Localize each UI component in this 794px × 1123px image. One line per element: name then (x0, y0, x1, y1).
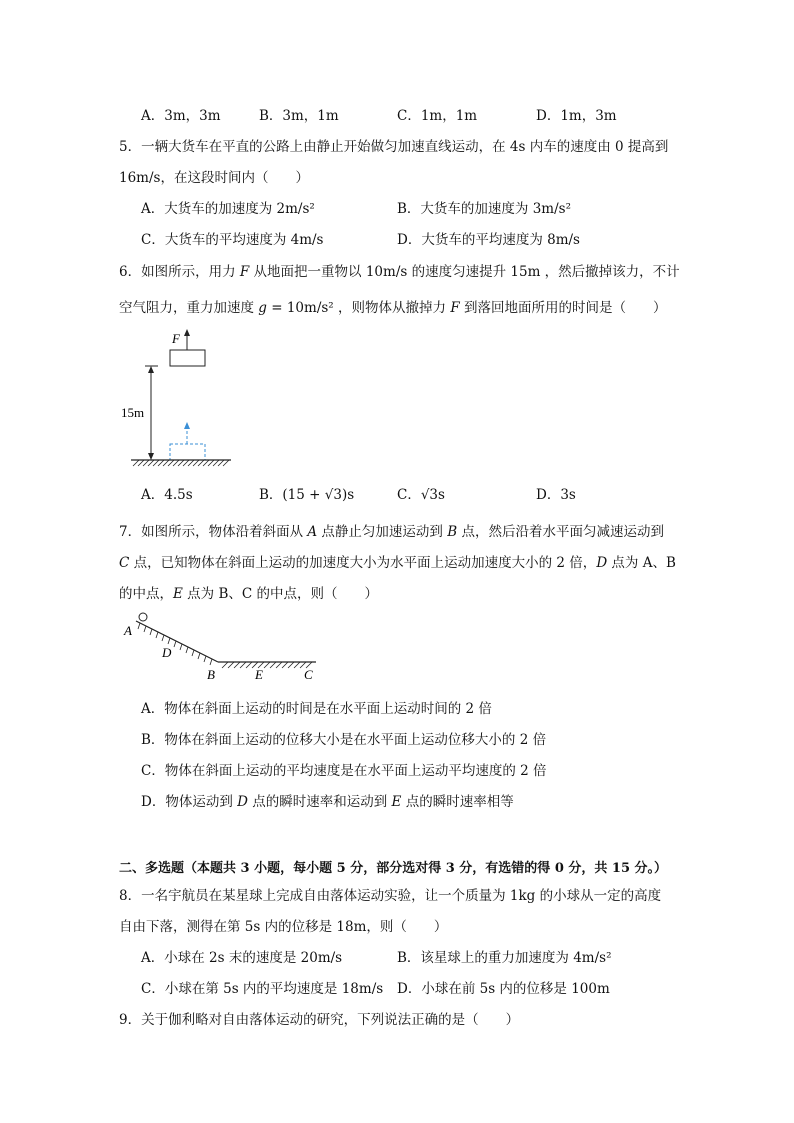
q6-stem-line2: 空气阻力，重力加速度 g = 10m/s² ，则物体从撤掉力 F 到落回地面所用的时间是（ ） (119, 300, 667, 316)
q7-fig-label-e: E (255, 667, 263, 682)
q6-force-arrowhead (184, 329, 190, 336)
section2-title: 二、多选题（本题共 3 小题，每小题 5 分，部分选对得 3 分，有选错的得 0 分，共 15 分。） (119, 861, 668, 876)
q5-option-b: B．大货车的加速度为 3m/s² (397, 201, 571, 217)
q5-option-c: C．大货车的平均速度为 4m/s (141, 232, 324, 248)
q7-stem-line3: 的中点，E 点为 B、C 的中点，则（ ） (119, 586, 378, 602)
q7-floor-hatch (222, 662, 312, 668)
q5-stem-line2: 16m/s，在这段时间内（ ） (119, 170, 309, 186)
q7-incline-hatch (138, 623, 212, 665)
q6-option-c: C．√3s (397, 487, 445, 503)
q9-stem-line1: 9．关于伽利略对自由落体运动的研究，下列说法正确的是（ ） (119, 1012, 520, 1028)
q8-stem-line1: 8．一名宇航员在某星球上完成自由落体运动实验，让一个质量为 1kg 的小球从一定的高度 (119, 888, 662, 904)
q8-option-c: C．小球在第 5s 内的平均速度是 18m/s (141, 981, 384, 997)
q7-option-c: C．物体在斜面上运动的平均速度是在水平面上运动平均速度的 2 倍 (141, 763, 547, 779)
q4-option-d: D．1m，3m (536, 108, 617, 124)
q5-stem-line1: 5．一辆大货车在平直的公路上由静止开始做匀加速直线运动，在 4s 内车的速度由 0 提高到 (119, 139, 669, 155)
q8-stem-line2: 自由下落，测得在第 5s 内的位移是 18m，则（ ） (119, 919, 448, 935)
q6-fig-f-label: F (172, 331, 180, 346)
q6-figure (121, 328, 240, 468)
q8-option-b: B．该星球上的重力加速度为 4m/s² (397, 950, 612, 966)
q6-top-box (170, 350, 205, 366)
q4-option-c: C．1m，1m (397, 108, 478, 124)
q7-figure (118, 610, 328, 685)
q7-incline (136, 621, 218, 662)
q5-option-d: D．大货车的平均速度为 8m/s (397, 232, 580, 248)
q6-fig-height-label: 15m (121, 405, 145, 420)
q6-dashed-box (170, 444, 205, 460)
q6-option-a: A．4.5s (141, 487, 193, 503)
q7-option-b: B．物体在斜面上运动的位移大小是在水平面上运动位移大小的 2 倍 (141, 732, 547, 748)
q7-option-d: D．物体运动到 D 点的瞬时速率和运动到 E 点的瞬时速率相等 (141, 794, 514, 810)
q4-option-a: A．3m，3m (141, 108, 221, 124)
q7-fig-label-b: B (207, 667, 215, 682)
q7-stem-line2: C 点，已知物体在斜面上运动的加速度大小为水平面上运动加速度大小的 2 倍，D 点为 A、B (119, 555, 676, 571)
q7-fig-label-c: C (304, 667, 313, 682)
q7-stem-line1: 7．如图所示，物体沿着斜面从 A 点静止匀加速运动到 B 点，然后沿着水平面匀减速运动到 (119, 524, 664, 540)
q6-option-b: B．(15 + √3)s (259, 487, 355, 503)
q7-fig-label-a: A (124, 623, 132, 638)
q7-object-circle (139, 613, 147, 621)
q5-option-a: A．大货车的加速度为 2m/s² (141, 201, 315, 217)
q6-dashed-arrowhead (184, 422, 190, 429)
q6-dim-arrowhead-bottom (148, 453, 154, 460)
q6-ground-hatch (133, 460, 229, 466)
q8-option-a: A．小球在 2s 末的速度是 20m/s (141, 950, 343, 966)
q7-option-a: A．物体在斜面上运动的时间是在水平面上运动时间的 2 倍 (141, 701, 492, 717)
q6-option-d: D．3s (536, 487, 576, 503)
q4-option-b: B．3m，1m (259, 108, 339, 124)
q6-stem-line1: 6．如图所示，用力 F 从地面把一重物以 10m/s 的速度匀速提升 15m ，然后撤掉该力，不计 (119, 264, 680, 280)
q7-fig-label-d: D (162, 645, 172, 660)
q6-dim-arrowhead-top (148, 366, 154, 373)
q8-option-d: D．小球在前 5s 内的位移是 100m (397, 981, 610, 997)
